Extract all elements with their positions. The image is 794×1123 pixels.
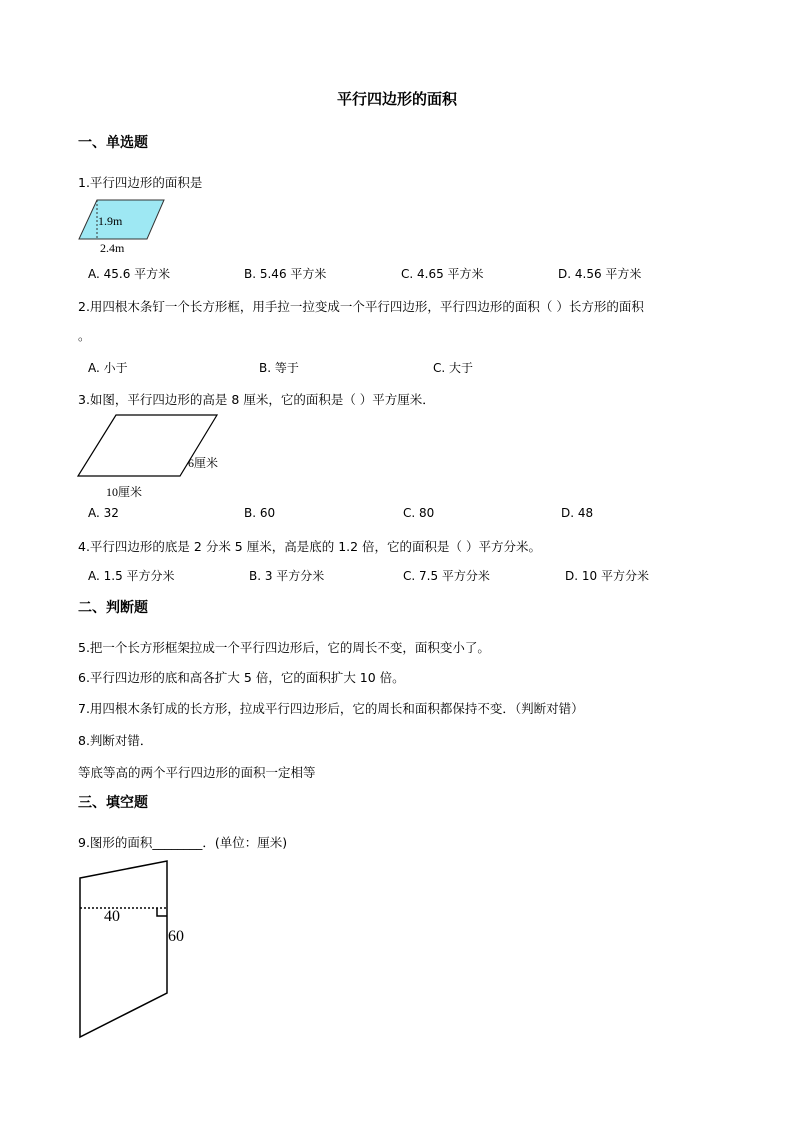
page-title: 平行四边形的面积 (336, 90, 457, 108)
q1-option-a[interactable]: A. 45.6 平方米 (88, 267, 171, 281)
q9-parallelogram-shape (80, 861, 167, 1037)
q2-option-b[interactable]: B. 等于 (259, 361, 299, 375)
q9-top-label: 40 (104, 908, 120, 925)
q3-parallelogram-figure (74, 410, 234, 502)
q1-parallelogram-figure (76, 196, 171, 256)
question-7-text: 7.用四根木条钉成的长方形，拉成平行四边形后，它的周长和面积都保持不变．（判断对错） (78, 701, 584, 716)
section-heading-single-choice: 一、单选题 (78, 135, 148, 151)
q3-option-a[interactable]: A. 32 (88, 506, 119, 520)
question-6-text: 6.平行四边形的底和高各扩大 5 倍，它的面积扩大 10 倍。 (78, 670, 405, 685)
q4-option-a[interactable]: A. 1.5 平方分米 (88, 569, 175, 583)
q9-side-label: 60 (168, 928, 184, 945)
question-2-text-continued: 。 (78, 328, 91, 343)
question-8-text: 8.判断对错． (78, 733, 153, 748)
q1-option-d[interactable]: D. 4.56 平方米 (558, 267, 642, 281)
q2-option-c[interactable]: C. 大于 (433, 361, 474, 375)
q4-option-c[interactable]: C. 7.5 平方分米 (403, 569, 490, 583)
section-heading-true-false: 二、判断题 (78, 600, 148, 616)
q1-option-b[interactable]: B. 5.46 平方米 (244, 267, 327, 281)
q4-option-b[interactable]: B. 3 平方分米 (249, 569, 325, 583)
q1-height-label: 1.9m (98, 214, 123, 228)
q1-base-label: 2.4m (100, 241, 125, 255)
q9-right-angle-mark (157, 908, 167, 916)
q3-side-label: 6厘米 (188, 456, 219, 470)
question-1-text: 1.平行四边形的面积是 (78, 175, 203, 190)
q2-option-a[interactable]: A. 小于 (88, 361, 128, 375)
question-4-text: 4.平行四边形的底是 2 分米 5 厘米，高是底的 1.2 倍，它的面积是（ ）平方分米。 (78, 539, 542, 554)
q3-option-d[interactable]: D. 48 (561, 506, 594, 520)
q9-parallelogram-figure (74, 856, 204, 1046)
question-5-text: 5.把一个长方形框架拉成一个平行四边形后，它的周长不变，面积变小了。 (78, 640, 490, 655)
question-9-text: 9.图形的面积________．(单位：厘米) (78, 835, 288, 850)
q1-option-c[interactable]: C. 4.65 平方米 (401, 267, 484, 281)
question-2-text: 2.用四根木条钉一个长方形框，用手拉一拉变成一个平行四边形，平行四边形的面积（ ）长方形的面积 (78, 299, 644, 314)
q4-option-d[interactable]: D. 10 平方分米 (565, 569, 649, 583)
q3-option-c[interactable]: C. 80 (403, 506, 435, 520)
q3-option-b[interactable]: B. 60 (244, 506, 276, 520)
q3-base-label: 10厘米 (106, 485, 143, 499)
section-heading-fill-blank: 三、填空题 (78, 795, 148, 811)
question-3-text: 3.如图，平行四边形的高是 8 厘米，它的面积是（ ）平方厘米． (78, 392, 435, 407)
question-8-statement: 等底等高的两个平行四边形的面积一定相等 (78, 765, 316, 780)
